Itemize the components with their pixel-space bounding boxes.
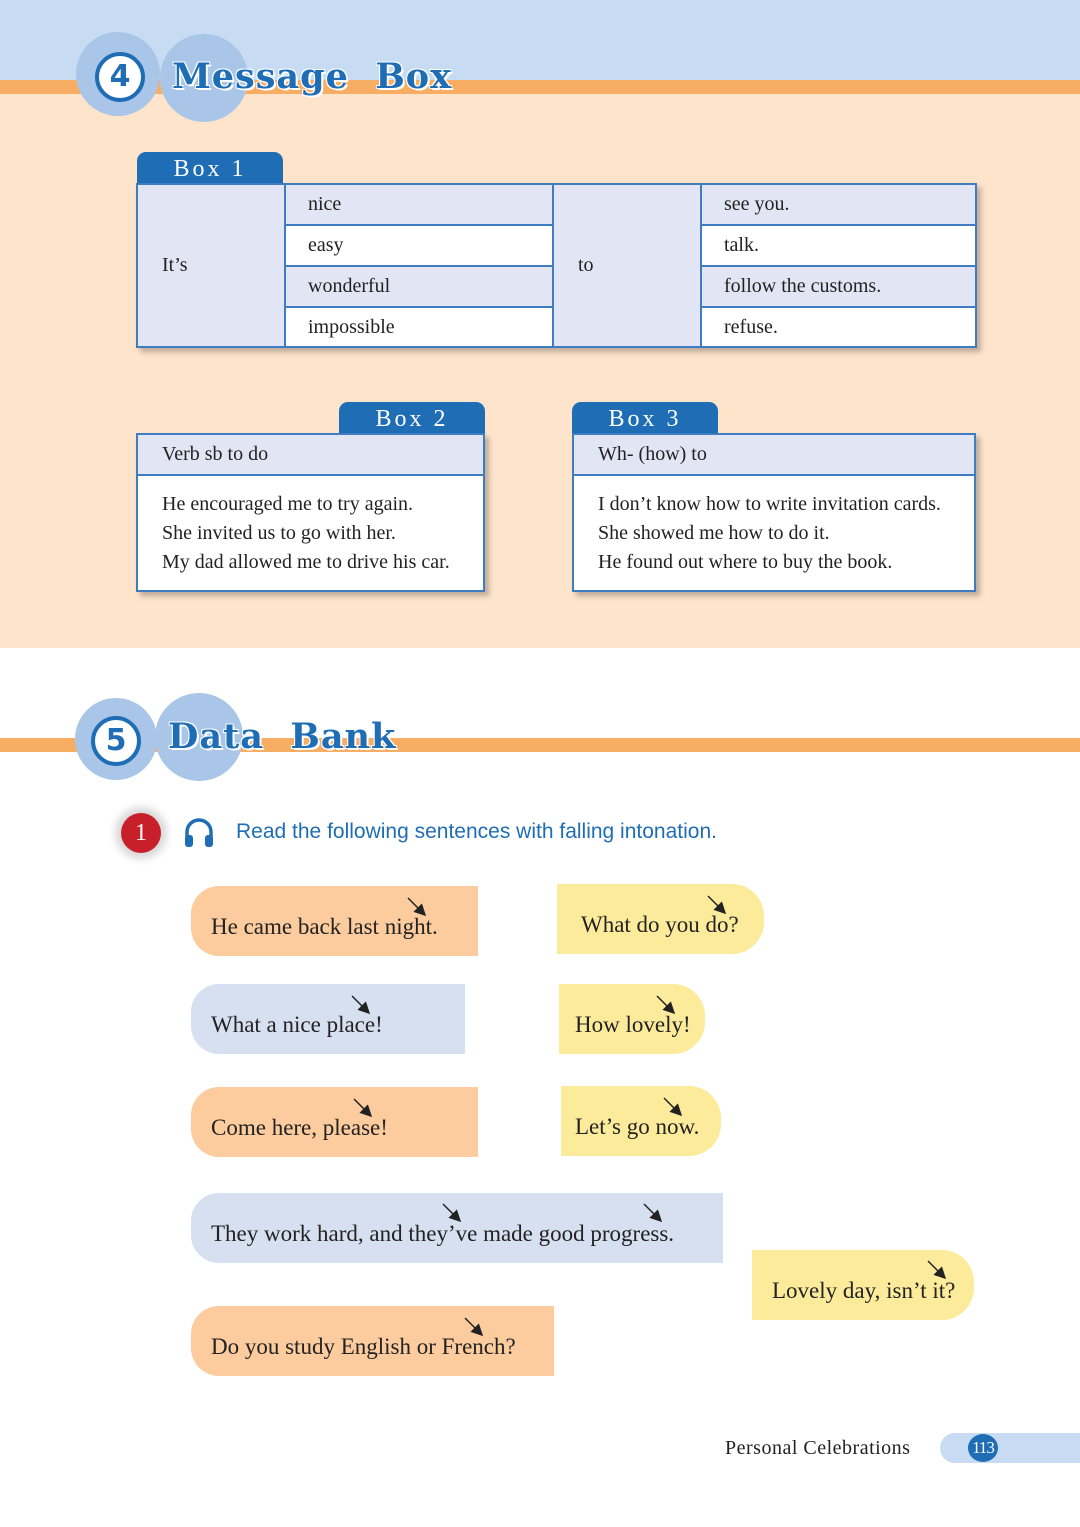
sentence-bubble: Let’s go now. xyxy=(561,1086,721,1156)
box3-sentence: He found out where to buy the book. xyxy=(598,551,893,573)
box3-sentence: I don’t know how to write invitation cards. xyxy=(598,493,941,515)
box3-sentence: She showed me how to do it. xyxy=(598,522,830,544)
box1-ending: follow the customs. xyxy=(724,275,882,297)
box2-sentence: My dad allowed me to drive his car. xyxy=(162,551,450,573)
sentence-bubble: What do you do? xyxy=(557,884,764,954)
falling-arrow-icon xyxy=(408,898,424,914)
box1-adjective: wonderful xyxy=(308,275,391,297)
section5-title: Data Bank xyxy=(168,716,397,757)
falling-arrow-icon xyxy=(928,1261,944,1277)
page-number: 113 xyxy=(968,1434,998,1462)
box1-adjective: impossible xyxy=(308,315,395,338)
sentence-bubble: He came back last night. xyxy=(191,886,478,956)
falling-arrow-icon xyxy=(352,996,368,1012)
box1-ending: refuse. xyxy=(724,315,778,338)
section4-title: Message Box xyxy=(172,56,453,97)
box2-sentence: He encouraged me to try again. xyxy=(162,493,414,515)
box1-connector: to xyxy=(578,254,594,276)
sentence-bubble: Do you study English or French? xyxy=(191,1306,554,1376)
falling-arrow-icon xyxy=(657,996,673,1012)
box1-adjective: easy xyxy=(308,234,344,256)
box1-ending: see you. xyxy=(724,193,790,215)
falling-arrow-icon xyxy=(443,1204,459,1220)
box2-heading: Verb sb to do xyxy=(136,433,485,476)
falling-arrow-icon xyxy=(708,896,724,912)
footer-title: Personal Celebrations xyxy=(725,1437,911,1459)
sentence-bubble: They work hard, and they’ve made good progress. xyxy=(191,1193,723,1263)
sentence-bubble: Come here, please! xyxy=(191,1087,478,1157)
box1-ending: talk. xyxy=(724,234,759,256)
box3-heading: Wh- (how) to xyxy=(572,433,976,476)
box3-tab: Box 3 xyxy=(572,402,718,436)
sentence-bubble: Lovely day, isn’t it? xyxy=(752,1250,974,1320)
exercise-instruction: Read the following sentences with falling intonation. xyxy=(236,820,717,843)
box1-lead: It’s xyxy=(162,254,188,276)
box1-tab: Box 1 xyxy=(137,152,283,186)
falling-arrow-icon xyxy=(465,1318,481,1334)
falling-arrow-icon xyxy=(354,1099,370,1115)
falling-arrow-icon xyxy=(644,1204,660,1220)
sentence-bubble: What a nice place! xyxy=(191,984,465,1054)
exercise-number-badge: 1 xyxy=(121,813,161,853)
section4-number: 4 xyxy=(95,52,145,102)
box2-tab: Box 2 xyxy=(339,402,485,436)
box2-sentence: She invited us to go with her. xyxy=(162,522,396,544)
sentence-bubble: How lovely! xyxy=(559,984,705,1054)
box1-adjective: nice xyxy=(308,193,342,215)
section5-number: 5 xyxy=(91,716,141,766)
falling-arrow-icon xyxy=(664,1098,680,1114)
footer-bar xyxy=(940,1433,1080,1463)
